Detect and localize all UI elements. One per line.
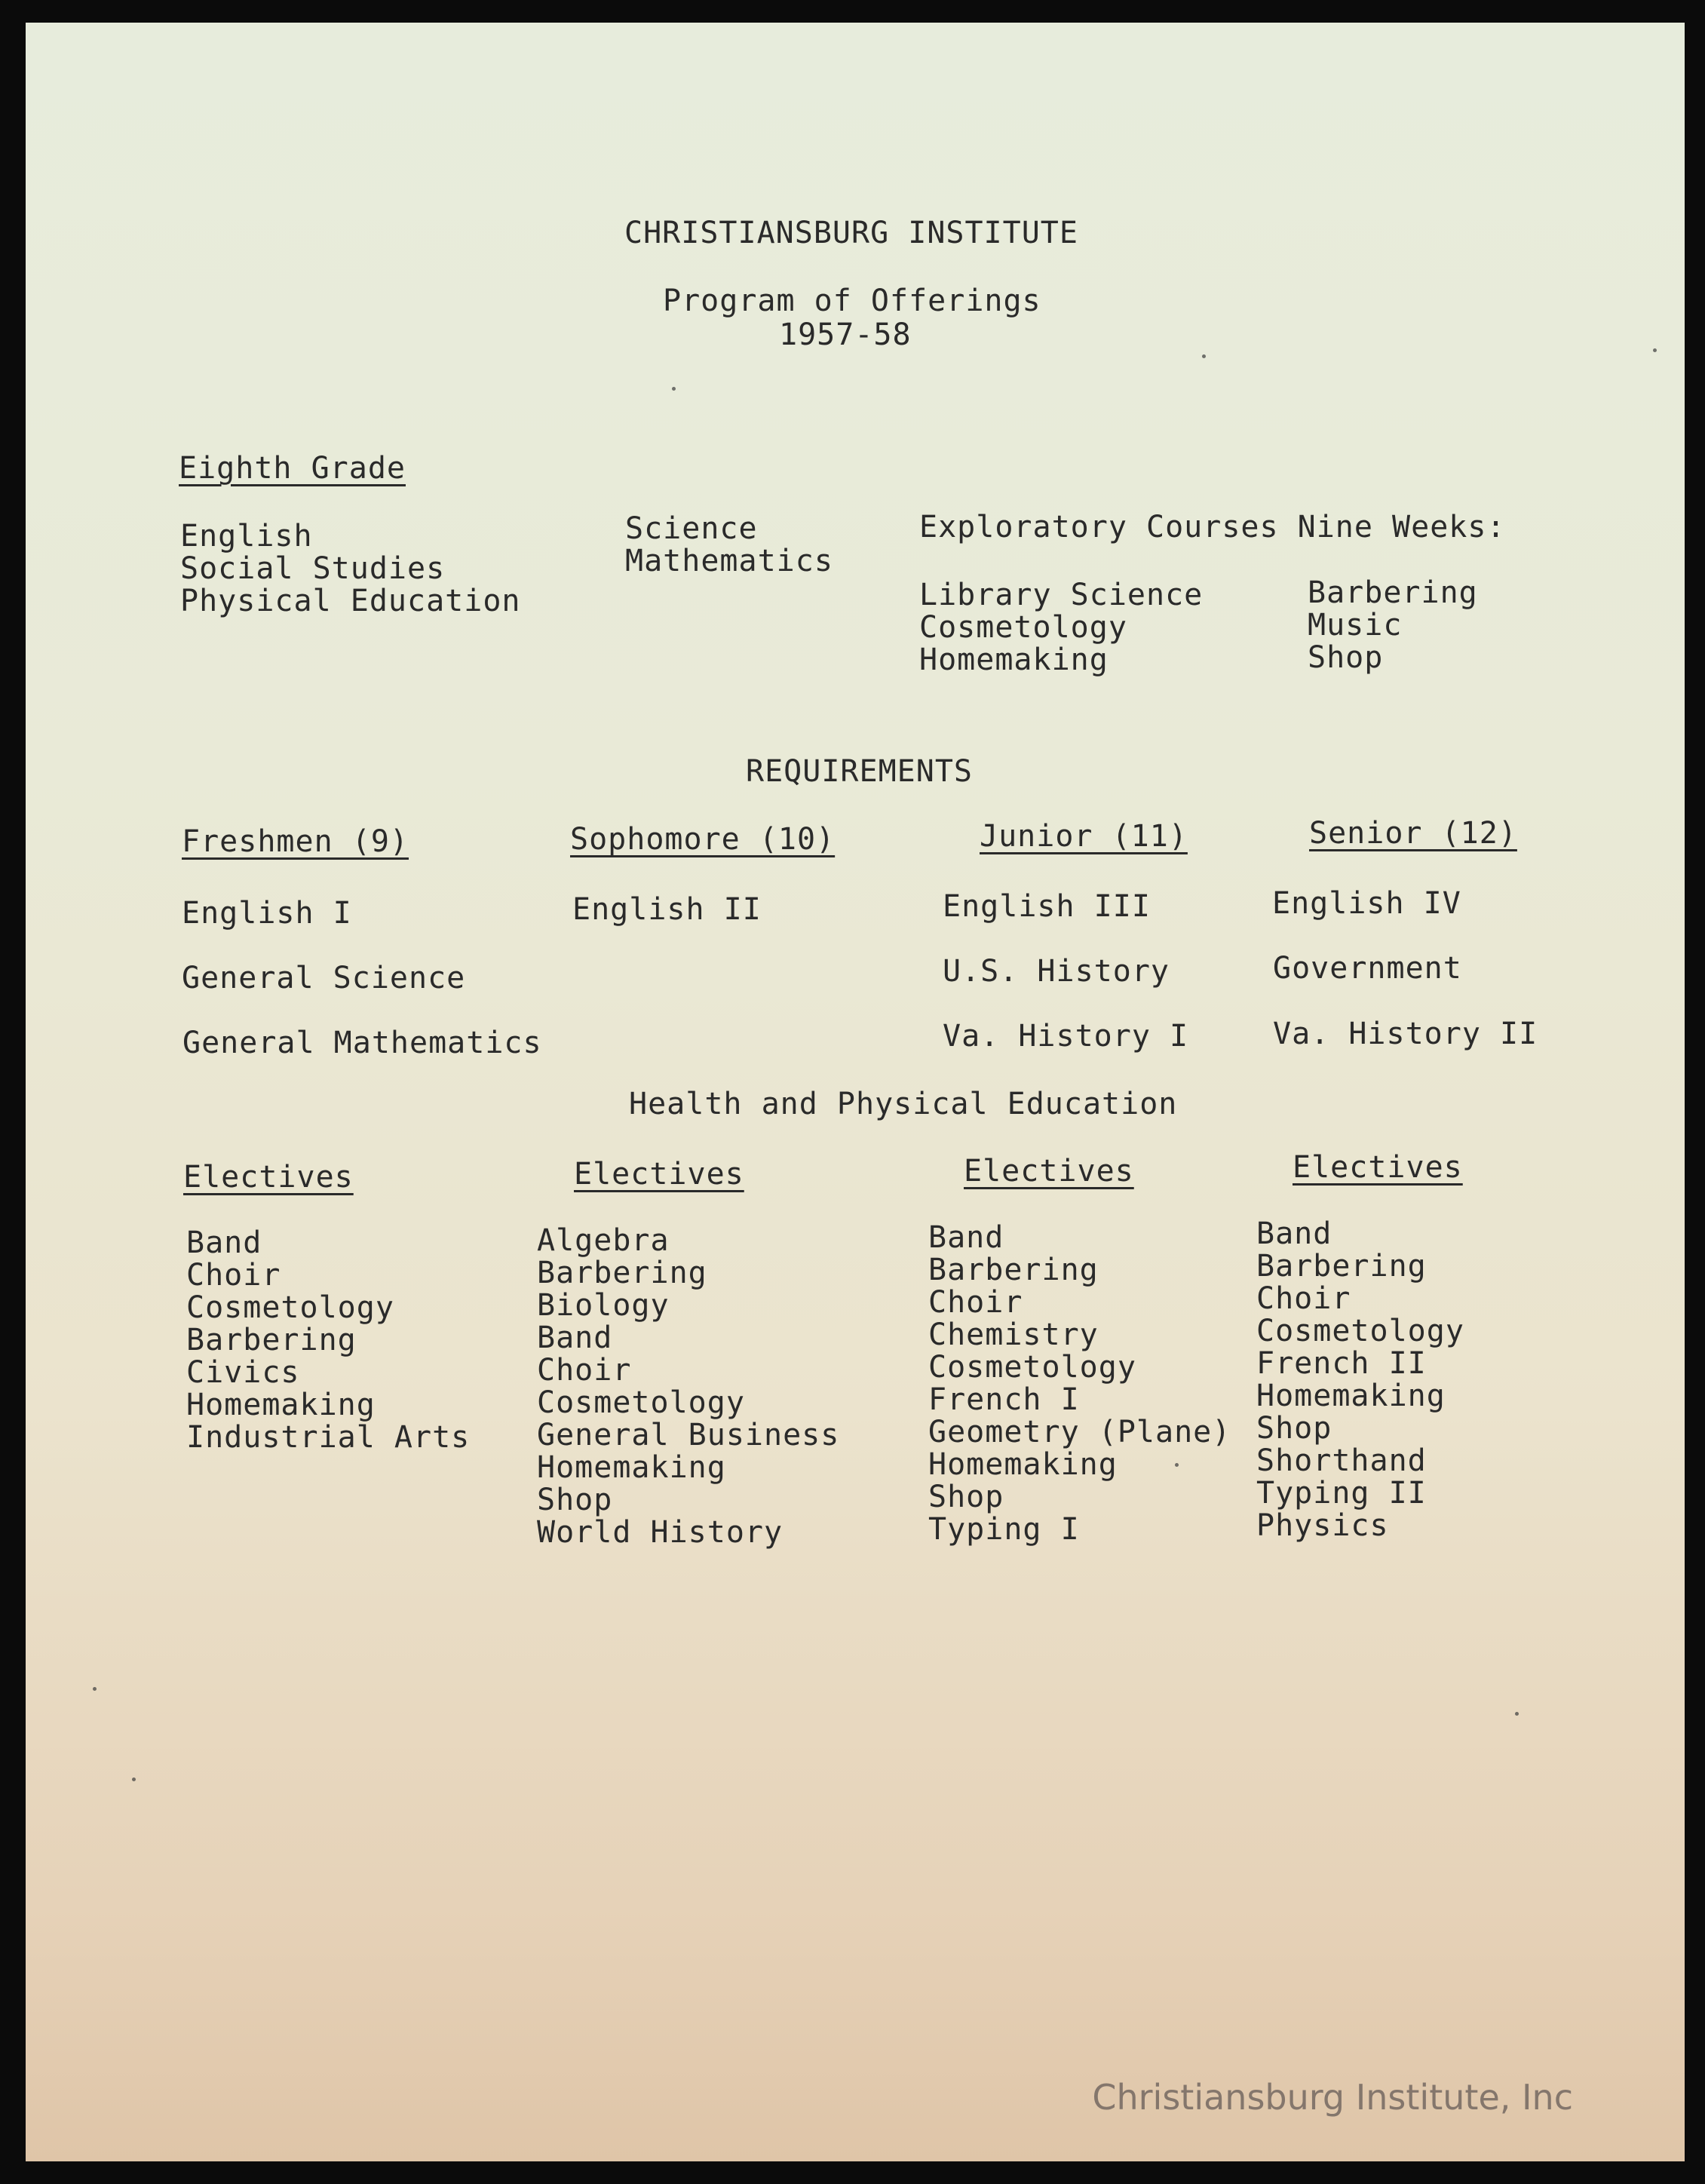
junior-req-2: U.S. History	[943, 954, 1170, 989]
list-item: Mathematics	[625, 544, 833, 578]
junior-heading: Junior (11)	[980, 819, 1188, 854]
institution-title: CHRISTIANSBURG INSTITUTE	[624, 216, 1078, 250]
scan-speck	[672, 387, 676, 391]
list-item: Homemaking	[186, 1388, 376, 1422]
junior-electives-list	[928, 1222, 1231, 1546]
junior-req-3: Va. History I	[943, 1019, 1189, 1054]
list-item: Shop	[1256, 1411, 1332, 1446]
list-item: Choir	[1256, 1281, 1351, 1316]
scan-speck	[132, 1778, 136, 1781]
scan-speck	[1515, 1712, 1519, 1716]
list-item: Social Studies	[180, 551, 446, 586]
eighth-grade-core-list-1	[180, 520, 520, 618]
list-item: Typing I	[928, 1512, 1080, 1547]
list-item: Library Science	[919, 578, 1204, 612]
list-item: Barbering	[537, 1256, 707, 1290]
senior-electives-heading: Electives	[1293, 1150, 1463, 1185]
list-item: Shop	[1308, 640, 1384, 675]
scan-speck	[1175, 1463, 1179, 1467]
sophomore-req-1: English II	[572, 892, 762, 927]
list-item: Homemaking	[928, 1447, 1118, 1482]
eighth-grade-heading: Eighth Grade	[179, 451, 406, 486]
list-item: Cosmetology	[186, 1290, 394, 1325]
list-item: World History	[537, 1515, 784, 1550]
list-item: Science	[625, 511, 758, 546]
senior-heading: Senior (12)	[1309, 816, 1517, 851]
sophomore-heading: Sophomore (10)	[570, 822, 836, 857]
list-item: General Business	[537, 1418, 840, 1452]
list-item: Shop	[537, 1483, 613, 1517]
list-item: Shop	[928, 1480, 1004, 1514]
requirements-heading: REQUIREMENTS	[746, 754, 973, 789]
junior-electives-heading: Electives	[964, 1154, 1134, 1189]
scan-speck	[1202, 354, 1206, 358]
list-item: Barbering	[186, 1323, 357, 1357]
sophomore-electives-heading: Electives	[574, 1157, 744, 1192]
list-item: Music	[1308, 608, 1403, 643]
list-item: Physical Education	[180, 584, 521, 618]
senior-req-2: Government	[1273, 951, 1462, 986]
list-item: Barbering	[1308, 575, 1478, 610]
list-item: French II	[1256, 1346, 1427, 1381]
list-item: Cosmetology	[928, 1350, 1136, 1385]
list-item: Choir	[928, 1285, 1023, 1320]
document-page	[26, 23, 1685, 2161]
list-item: Band	[537, 1321, 613, 1355]
freshmen-electives-heading: Electives	[183, 1160, 354, 1195]
junior-req-1: English III	[943, 889, 1151, 924]
list-item: Band	[928, 1220, 1004, 1255]
list-item: Homemaking	[1256, 1379, 1446, 1413]
list-item: Cosmetology	[919, 610, 1127, 645]
list-item: Shorthand	[1256, 1443, 1427, 1478]
list-item: Barbering	[1256, 1249, 1427, 1284]
list-item: Civics	[186, 1355, 300, 1390]
list-item: Barbering	[928, 1253, 1099, 1287]
freshmen-req-3: General Mathematics	[182, 1026, 542, 1060]
program-year: 1957-58	[779, 317, 912, 352]
list-item: Algebra	[537, 1223, 670, 1258]
health-pe-requirement: Health and Physical Education	[629, 1087, 1178, 1121]
exploratory-list-2	[1308, 577, 1478, 674]
list-item: Cosmetology	[1256, 1314, 1464, 1348]
senior-req-3: Va. History II	[1273, 1017, 1538, 1051]
freshmen-req-1: English I	[182, 896, 352, 931]
list-item: Choir	[186, 1258, 281, 1293]
scan-speck	[93, 1687, 97, 1691]
freshmen-heading: Freshmen (9)	[182, 824, 409, 859]
list-item: Physics	[1256, 1508, 1389, 1543]
exploratory-heading: Exploratory Courses Nine Weeks:	[919, 510, 1506, 544]
list-item: French I	[928, 1382, 1080, 1417]
list-item: Typing II	[1256, 1476, 1427, 1511]
list-item: Biology	[537, 1288, 670, 1323]
freshmen-electives-list	[186, 1227, 470, 1454]
sophomore-electives-list	[537, 1225, 839, 1549]
exploratory-list-1	[919, 579, 1203, 676]
list-item: Cosmetology	[537, 1385, 745, 1420]
list-item: Choir	[537, 1353, 632, 1388]
scan-speck	[1653, 348, 1657, 352]
senior-electives-list	[1256, 1218, 1464, 1542]
list-item: English	[180, 519, 313, 554]
program-title: Program of Offerings	[663, 284, 1041, 318]
list-item: Industrial Arts	[186, 1420, 471, 1455]
watermark: Christiansburg Institute, Inc	[1092, 2077, 1573, 2118]
list-item: Chemistry	[928, 1317, 1099, 1352]
list-item: Homemaking	[919, 643, 1109, 677]
list-item: Band	[1256, 1216, 1332, 1251]
senior-req-1: English IV	[1272, 886, 1461, 921]
list-item: Band	[186, 1225, 262, 1260]
eighth-grade-core-list-2	[625, 513, 833, 578]
list-item: Homemaking	[537, 1450, 726, 1485]
list-item: Geometry (Plane)	[928, 1415, 1231, 1449]
freshmen-req-2: General Science	[182, 961, 466, 995]
